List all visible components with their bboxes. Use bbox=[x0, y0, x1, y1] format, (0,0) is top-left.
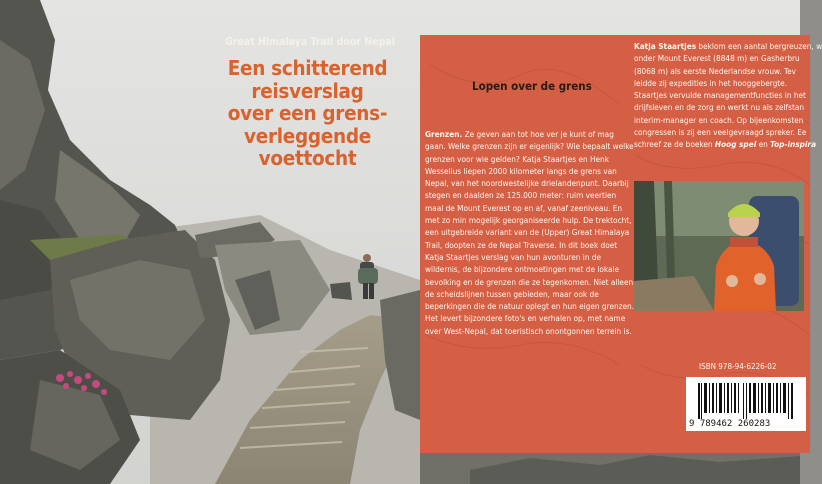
bio-text: en bbox=[756, 139, 771, 150]
headline-line: over een grens- bbox=[227, 101, 388, 125]
headline-line: voettocht bbox=[258, 146, 357, 170]
author-photo bbox=[634, 181, 804, 311]
book-blurb bbox=[425, 128, 635, 337]
bio-line: drijfsleven en de zorg en werkt nu als zelfstan bbox=[634, 102, 805, 113]
headline-line: reisverslag bbox=[251, 78, 364, 103]
cover-headline bbox=[205, 57, 410, 170]
bio-text: beklom een aantal bergreuzen, w bbox=[696, 41, 822, 51]
barcode-digits: 9 789462 260283 bbox=[689, 419, 771, 429]
bio-text: schreef ze de boeken bbox=[634, 139, 715, 150]
author-name: Katja Staartjes bbox=[634, 41, 697, 51]
bio-line: Staartjes vervulde managementfuncties in het bbox=[634, 90, 806, 101]
bio-line bbox=[634, 40, 822, 52]
isbn-number: ISBN 978-94-6226-02 bbox=[699, 362, 777, 371]
book-title: Top-inspira bbox=[770, 139, 817, 150]
bio-line bbox=[634, 138, 817, 150]
bio-line: congressen is zij een veelgevraagd spreker. Ee bbox=[634, 127, 807, 138]
bio-line: interim-manager en coach. Op bijeenkomsten bbox=[634, 114, 804, 125]
series-tagline: Great Himalaya Trail door Nepal bbox=[225, 36, 395, 48]
book-title: Hoog spel bbox=[714, 139, 757, 150]
blurb-lead: Grenzen. bbox=[425, 129, 463, 139]
headline-line: Een schitterend bbox=[227, 56, 388, 80]
bio-line: (8068 m) als eerste Nederlandse vrouw. Tev bbox=[634, 65, 796, 76]
author-bio bbox=[634, 40, 822, 151]
bio-line: onder Mount Everest (8848 m) en Gasherbru bbox=[634, 53, 800, 64]
back-subtitle: Lopen over de grens bbox=[472, 79, 592, 93]
headline-line: verleggende bbox=[244, 123, 371, 148]
blurb-text: Ze geven aan tot hoe ver je kunt of mag gaan. Welke grenzen zijn er eigenlijk? Wie bepaalt welke grenzen voor wie gelden? Katja Staartjes en Henk Wesselius liepen 2000 kilometer langs de grens van Nepal, van het noordwestelijke drielandenpunt. Daarbij stegen en daalden ze 125.000 meter: ruim veertien maal de Mount Everest op en af, vanaf zeeniveau. En met zo min mogelijk georganiseerde hulp. De trektocht, een uitgebreide variant van de (Upper) Great Himalaya Trail, doopten ze de Nepal Traverse. In dit boek doet Katja Staartjes verslag van hun avonturen in de wildernis, de bijzondere ontmoetingen met de lokale bevolking en de grenzen die ze tegenkomen. Niet alleen de scheidslijnen tussen gebieden, maar ook de beperkingen die de natuur oplegt en hun eigen grenzen. Het levert bijzondere foto's en verhalen op, met name over West-Nepal, dat toeristisch onontgonnen terrein is. bbox=[425, 129, 635, 336]
bio-line: leidde zij expedities in het hooggebergte. bbox=[634, 77, 788, 88]
